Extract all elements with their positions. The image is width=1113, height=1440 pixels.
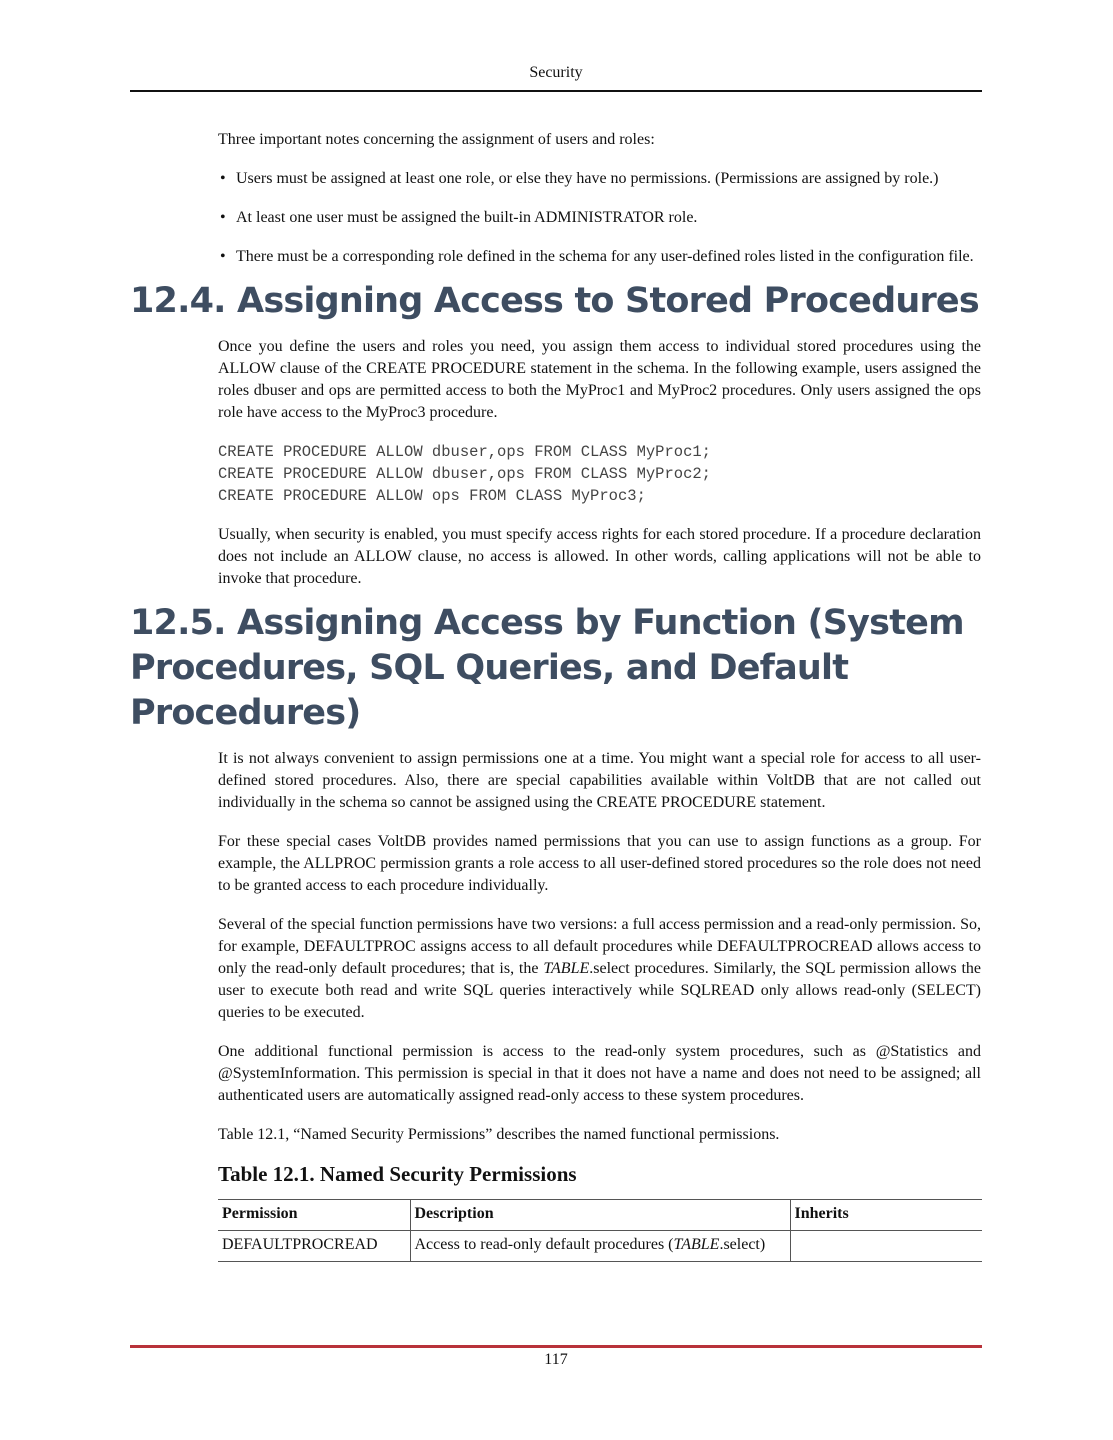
section-heading-12-5: 12.5. Assigning Access by Function (System Procedures, SQL Queries, and Default Procedures) [130,603,964,733]
column-header: Description [410,1200,790,1231]
table-reference-link[interactable]: Table 12.1, “Named Security Permissions” describes the named functional permissions. [218,1126,780,1143]
paragraph: Once you define the users and roles you need, you assign them access to individual stored procedures using the ALLOW clause of the CREATE PROCEDURE statement in the schema. In the following example, users assigned the roles dbuser and ops are permitted access to both the MyProc1 and MyProc2 procedures. Only users assigned the ops role have access to the MyProc3 procedure. [218,338,981,421]
text: .select) [719,1236,766,1253]
paragraph: One additional functional permission is access to the read-only system procedures, such as @Statistics and @SystemInformation. This permission is special in that it does not have a name and does not need to be assigned; all authenticated users are automatically assigned read-only access to these system procedures. [218,1043,981,1104]
italic-text: TABLE [543,960,590,977]
intro-paragraph: Three important notes concerning the assignment of users and roles: [218,131,655,148]
paragraph: It is not always convenient to assign permissions one at a time. You might want a special role for access to all user-defined stored procedures. Also, there are special capabilities available within VoltDB that are not called out individually in the schema so cannot be assigned using the CREATE PROCEDURE statement. [218,750,981,811]
paragraph [218,914,981,1024]
footer-rule [130,1345,982,1348]
italic-text: TABLE [673,1236,720,1253]
paragraph: For these special cases VoltDB provides named permissions that you can use to assign functions as a group. For example, the ALLPROC permission grants a role access to all user-defined stored procedures so the role does not need to be granted access to each procedure individually. [218,833,981,894]
table-title: Table 12.1. Named Security Permissions [218,1162,577,1186]
running-header: Security [529,64,583,81]
text: Access to read-only default procedures ( [414,1236,674,1253]
permissions-table [218,1199,982,1262]
text: .select procedures. Similarly, the SQL permission allows the user to execute both read and write SQL queries interactively while SQLREAD only allows read-only (SELECT) queries to be executed. [218,960,981,1021]
inherits-cell [790,1231,982,1262]
notes-list [218,168,981,268]
column-header: Permission [218,1200,410,1231]
paragraph: Usually, when security is enabled, you must specify access rights for each stored procedure. If a procedure declaration does not include an ALLOW clause, no access is allowed. In other words, calling applications will not be able to invoke that procedure. [218,526,981,587]
list-item: • At least one user must be assigned the built-in ADMINISTRATOR role. [218,207,981,229]
permission-cell: DEFAULTPROCREAD [218,1231,410,1262]
table-header-row [218,1200,982,1231]
page-content [130,129,982,1262]
code-block: CREATE PROCEDURE ALLOW dbuser,ops FROM CLASS MyProc1; CREATE PROCEDURE ALLOW dbuser,ops FROM CLASS MyProc2; CREATE PROCEDURE ALLOW ops FROM CLASS MyProc3; [218,443,711,505]
text: Several of the special function permissions have two versions: a full access permission and a read-only permission. So, for example, DEFAULTPROC assigns access to all default procedures while DEFAULTPROCREAD allows access to only the read-only default procedures; that is, the [218,916,981,977]
header-rule [130,90,982,92]
list-item: • There must be a corresponding role defined in the schema for any user-defined roles listed in the configuration file. [218,246,981,268]
description-cell [410,1231,790,1262]
section-heading-12-4: 12.4. Assigning Access to Stored Procedures [130,281,979,321]
list-item: • Users must be assigned at least one role, or else they have no permissions. (Permissions are assigned by role.) [218,168,981,190]
table-row [218,1231,982,1262]
column-header: Inherits [790,1200,982,1231]
page-number: 117 [544,1351,568,1368]
